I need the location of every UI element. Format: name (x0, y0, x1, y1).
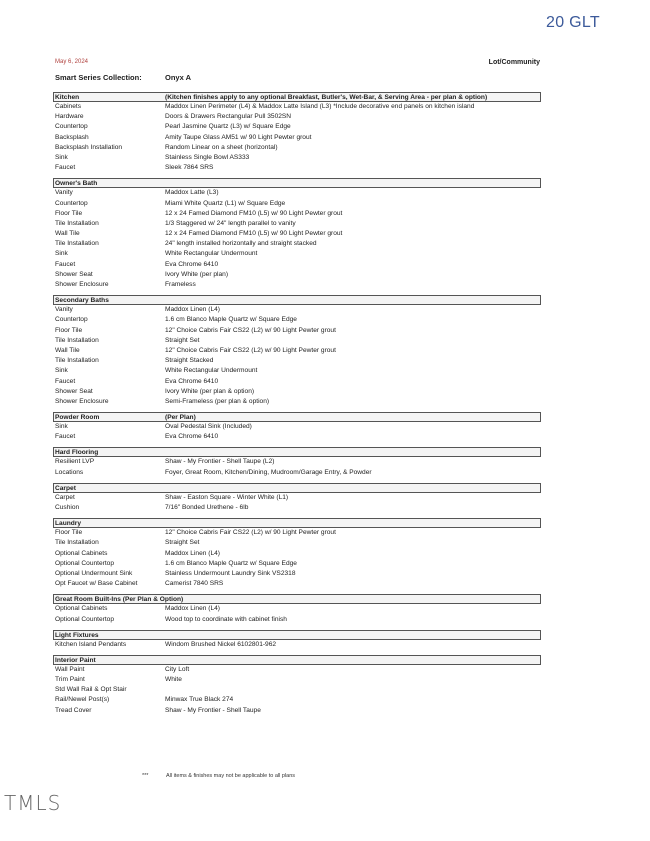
spec-value: Wood top to coordinate with cabinet finish (165, 615, 287, 623)
spec-label: Countertop (55, 199, 88, 207)
spec-value: 12 x 24 Famed Diamond FM10 (L5) w/ 90 Light Pewter grout (165, 209, 343, 217)
spec-value: Minwax True Black 274 (165, 696, 234, 704)
footnote-text: All items & finishes may not be applicable to all plans (166, 773, 296, 779)
section (53, 92, 541, 173)
spec-value: 24" length installed horizontally and straight stacked (165, 240, 317, 248)
section (53, 178, 541, 290)
spec-value: Random Linear on a sheet (horizontal) (165, 143, 278, 151)
collection-row (55, 73, 191, 82)
spec-label: Shower Enclosure (55, 281, 109, 288)
spec-row (53, 538, 541, 548)
spec-label: Hardware (55, 113, 84, 121)
spec-value: 12" Choice Cabris Fair CS22 (L2) w/ 90 Light Pewter grout (165, 346, 336, 354)
collection-label: Smart Series Collection: (55, 73, 142, 82)
spec-row (53, 569, 541, 579)
spec-row (53, 559, 541, 569)
spec-row (53, 528, 541, 538)
spec-label: Vanity (55, 189, 73, 197)
section-header (53, 594, 541, 604)
section-title: Hard Flooring (55, 449, 99, 457)
spec-value: 7/16" Bonded Urethene - 6lb (165, 504, 249, 511)
section (53, 295, 541, 407)
section-header (53, 447, 541, 457)
spec-row (53, 305, 541, 315)
section-header (53, 518, 541, 528)
section-header (53, 483, 541, 493)
spec-label: Tile Installation (55, 219, 99, 227)
spec-label: Optional Cabinets (55, 549, 108, 557)
spec-value: Pearl Jasmine Quartz (L3) w/ Square Edge (165, 123, 291, 131)
section (53, 655, 541, 716)
spec-row (53, 377, 541, 387)
spec-label: Shower Seat (55, 270, 93, 278)
spec-value: Shaw - My Frontier - Shell Taupe (165, 706, 261, 714)
watermark-logo: TMLS (4, 791, 62, 815)
section-title: Kitchen (55, 94, 80, 101)
spec-label: Floor Tile (55, 209, 83, 217)
section (53, 447, 541, 477)
spec-label: Cabinets (55, 103, 82, 110)
spec-value: Windom Brushed Nickel 6102801-962 (165, 640, 277, 648)
section-note: (Per Plan) (165, 414, 196, 422)
spec-row (53, 122, 541, 132)
spec-row (53, 209, 541, 219)
spec-value: Frameless (165, 281, 196, 288)
spec-value: City Loft (165, 665, 190, 673)
spec-value: 1.6 cm Blanco Maple Quartz w/ Square Edge (165, 559, 297, 567)
spec-label: Trim Paint (55, 676, 85, 684)
spec-row (53, 665, 541, 675)
spec-label: Wall Tile (55, 230, 80, 238)
spec-label: Carpet (55, 493, 75, 501)
spec-label: Faucet (55, 377, 76, 385)
spec-row (53, 315, 541, 325)
spec-label: Countertop (55, 316, 88, 324)
spec-value: Stainless Undermount Laundry Sink VS2318 (165, 569, 296, 577)
section-header (53, 412, 541, 422)
section-title: Owner's Bath (55, 180, 98, 188)
spec-label: Vanity (55, 306, 73, 314)
spec-value: 1.6 cm Blanco Maple Quartz w/ Square Edge (165, 316, 297, 324)
spec-label: Faucet (55, 164, 76, 172)
spec-value: Amity Taupe Glass AM51 w/ 90 Light Pewter grout (165, 133, 312, 141)
section-title: Great Room Built-Ins (Per Plan & Option) (55, 596, 184, 604)
spec-value: White Rectangular Undermount (165, 367, 258, 375)
spec-row (53, 675, 541, 685)
spec-value: Oval Pedestal Sink (Included) (165, 423, 252, 431)
spec-label: Faucet (55, 260, 76, 268)
spec-row (53, 112, 541, 122)
spec-value: 12" Choice Cabris Fair CS22 (L2) w/ 90 Light Pewter grout (165, 326, 336, 334)
spec-row (53, 270, 541, 280)
spec-row (53, 239, 541, 249)
spec-value: Maddox Linen (L4) (165, 549, 220, 557)
spec-row (53, 615, 541, 625)
section-title: Laundry (55, 520, 82, 528)
spec-value: Maddox Latte (L3) (165, 189, 219, 197)
spec-value: Shaw - My Frontier - Shell Taupe (L2) (165, 458, 275, 466)
spec-value: Doors & Drawers Rectangular Pull 3502SN (165, 113, 292, 121)
section-header (53, 92, 541, 102)
spec-row (53, 549, 541, 559)
spec-value: Straight Set (165, 336, 200, 344)
spec-label: Countertop (55, 123, 88, 131)
spec-row (53, 336, 541, 346)
spec-value: 12" Choice Cabris Fair CS22 (L2) w/ 90 Light Pewter grout (165, 529, 336, 537)
section-title: Carpet (55, 484, 76, 492)
section (53, 630, 541, 650)
spec-label: Shower Seat (55, 387, 93, 395)
spec-row (53, 249, 541, 259)
spec-value: Maddox Linen (L4) (165, 306, 220, 314)
finish-schedule (53, 92, 541, 721)
spec-label: Optional Undermount Sink (55, 569, 133, 577)
spec-label: Sink (55, 250, 68, 258)
spec-row (53, 153, 541, 163)
spec-label: Faucet (55, 433, 76, 441)
document-date: May 6, 2024 (55, 59, 89, 65)
spec-label: Sink (55, 367, 68, 375)
spec-label: Tread Cover (55, 706, 92, 714)
spec-label: Opt Faucet w/ Base Cabinet (55, 580, 138, 588)
document-code: 20 GLT (546, 14, 600, 31)
section-title: Interior Paint (55, 656, 96, 664)
spec-row (53, 432, 541, 442)
spec-row (53, 356, 541, 366)
spec-row (53, 706, 541, 716)
spec-row (53, 143, 541, 153)
spec-row (53, 457, 541, 467)
collection-value: Onyx A (165, 73, 191, 82)
section (53, 483, 541, 513)
spec-value: Sleek 7864 SRS (165, 164, 214, 172)
section-title: Light Fixtures (55, 631, 99, 639)
footnote-mark: *** (142, 773, 149, 779)
spec-row (53, 685, 541, 695)
spec-value: Shaw - Easton Square - Winter White (L1) (165, 493, 289, 501)
section-header (53, 295, 541, 305)
section (53, 594, 541, 624)
spec-row (53, 133, 541, 143)
spec-value: Straight Stacked (165, 357, 214, 365)
spec-row (53, 640, 541, 650)
spec-value: Maddox Linen (L4) (165, 605, 220, 613)
section (53, 412, 541, 442)
spec-label: Tile Installation (55, 240, 99, 248)
spec-label: Backsplash Installation (55, 143, 123, 151)
spec-label: Optional Countertop (55, 559, 115, 567)
spec-label: Wall Paint (55, 665, 85, 673)
spec-value: Maddox Linen Perimeter (L4) & Maddox Latte Island (L3) *Include decorative end panels on kitchen island (165, 103, 475, 110)
spec-value: Semi-Frameless (per plan & option) (165, 397, 270, 405)
spec-label: Sink (55, 423, 68, 431)
spec-label: Sink (55, 153, 68, 161)
spec-row (53, 102, 541, 112)
section-header (53, 655, 541, 665)
spec-label: Optional Cabinets (55, 605, 108, 613)
spec-row (53, 229, 541, 239)
spec-label: Std Wall Rail & Opt Stair (55, 686, 127, 694)
spec-value: 1/3 Staggered w/ 24" length parallel to vanity (165, 219, 296, 227)
spec-row (53, 326, 541, 336)
spec-label: Tile Installation (55, 357, 99, 365)
section-header (53, 178, 541, 188)
spec-value: Eva Chrome 6410 (165, 433, 219, 441)
spec-label: Kitchen Island Pendants (55, 640, 127, 648)
spec-value: Foyer, Great Room, Kitchen/Dining, Mudroom/Garage Entry, & Powder (165, 468, 372, 476)
spec-row (53, 199, 541, 209)
section-title: Powder Room (55, 414, 100, 422)
lot-community-label: Lot/Community (488, 59, 540, 66)
spec-label: Wall Tile (55, 346, 80, 354)
spec-label: Shower Enclosure (55, 397, 109, 405)
spec-row (53, 163, 541, 173)
spec-row (53, 503, 541, 513)
spec-value: Eva Chrome 6410 (165, 377, 219, 385)
section-header (53, 630, 541, 640)
spec-row (53, 695, 541, 705)
spec-value: Eva Chrome 6410 (165, 260, 219, 268)
spec-value: Straight Set (165, 539, 200, 547)
spec-label: Tile Installation (55, 336, 99, 344)
spec-label: Rail/Newel Post(s) (55, 696, 110, 704)
spec-label: Cushion (55, 504, 80, 511)
spec-row (53, 188, 541, 198)
spec-row (53, 579, 541, 589)
section-note: (Kitchen finishes apply to any optional Breakfast, Butler's, Wet-Bar, & Serving Area - per plan & option) (165, 94, 488, 101)
spec-value: Miami White Quartz (L1) w/ Square Edge (165, 199, 286, 207)
spec-value: Ivory White (per plan) (165, 270, 229, 278)
spec-value: Camerist 7840 SRS (165, 580, 224, 588)
spec-label: Floor Tile (55, 326, 83, 334)
spec-value: Stainless Single Bowl AS333 (165, 153, 250, 161)
spec-row (53, 397, 541, 407)
spec-label: Floor Tile (55, 529, 83, 537)
spec-label: Locations (55, 468, 84, 476)
spec-value: White (165, 676, 182, 684)
spec-label: Tile Installation (55, 539, 99, 547)
spec-row (53, 346, 541, 356)
spec-row (53, 422, 541, 432)
spec-row (53, 219, 541, 229)
spec-value: White Rectangular Undermount (165, 250, 258, 258)
spec-label: Optional Countertop (55, 615, 115, 623)
spec-value: 12 x 24 Famed Diamond FM10 (L5) w/ 90 Light Pewter grout (165, 230, 343, 238)
spec-value: Ivory White (per plan & option) (165, 387, 255, 395)
spec-row (53, 493, 541, 503)
spec-row (53, 366, 541, 376)
spec-row (53, 468, 541, 478)
spec-row (53, 280, 541, 290)
section-title: Secondary Baths (55, 297, 109, 305)
spec-row (53, 604, 541, 614)
spec-row (53, 260, 541, 270)
spec-row (53, 387, 541, 397)
spec-label: Backsplash (55, 133, 89, 141)
section (53, 518, 541, 589)
spec-label: Resilient LVP (55, 458, 95, 466)
